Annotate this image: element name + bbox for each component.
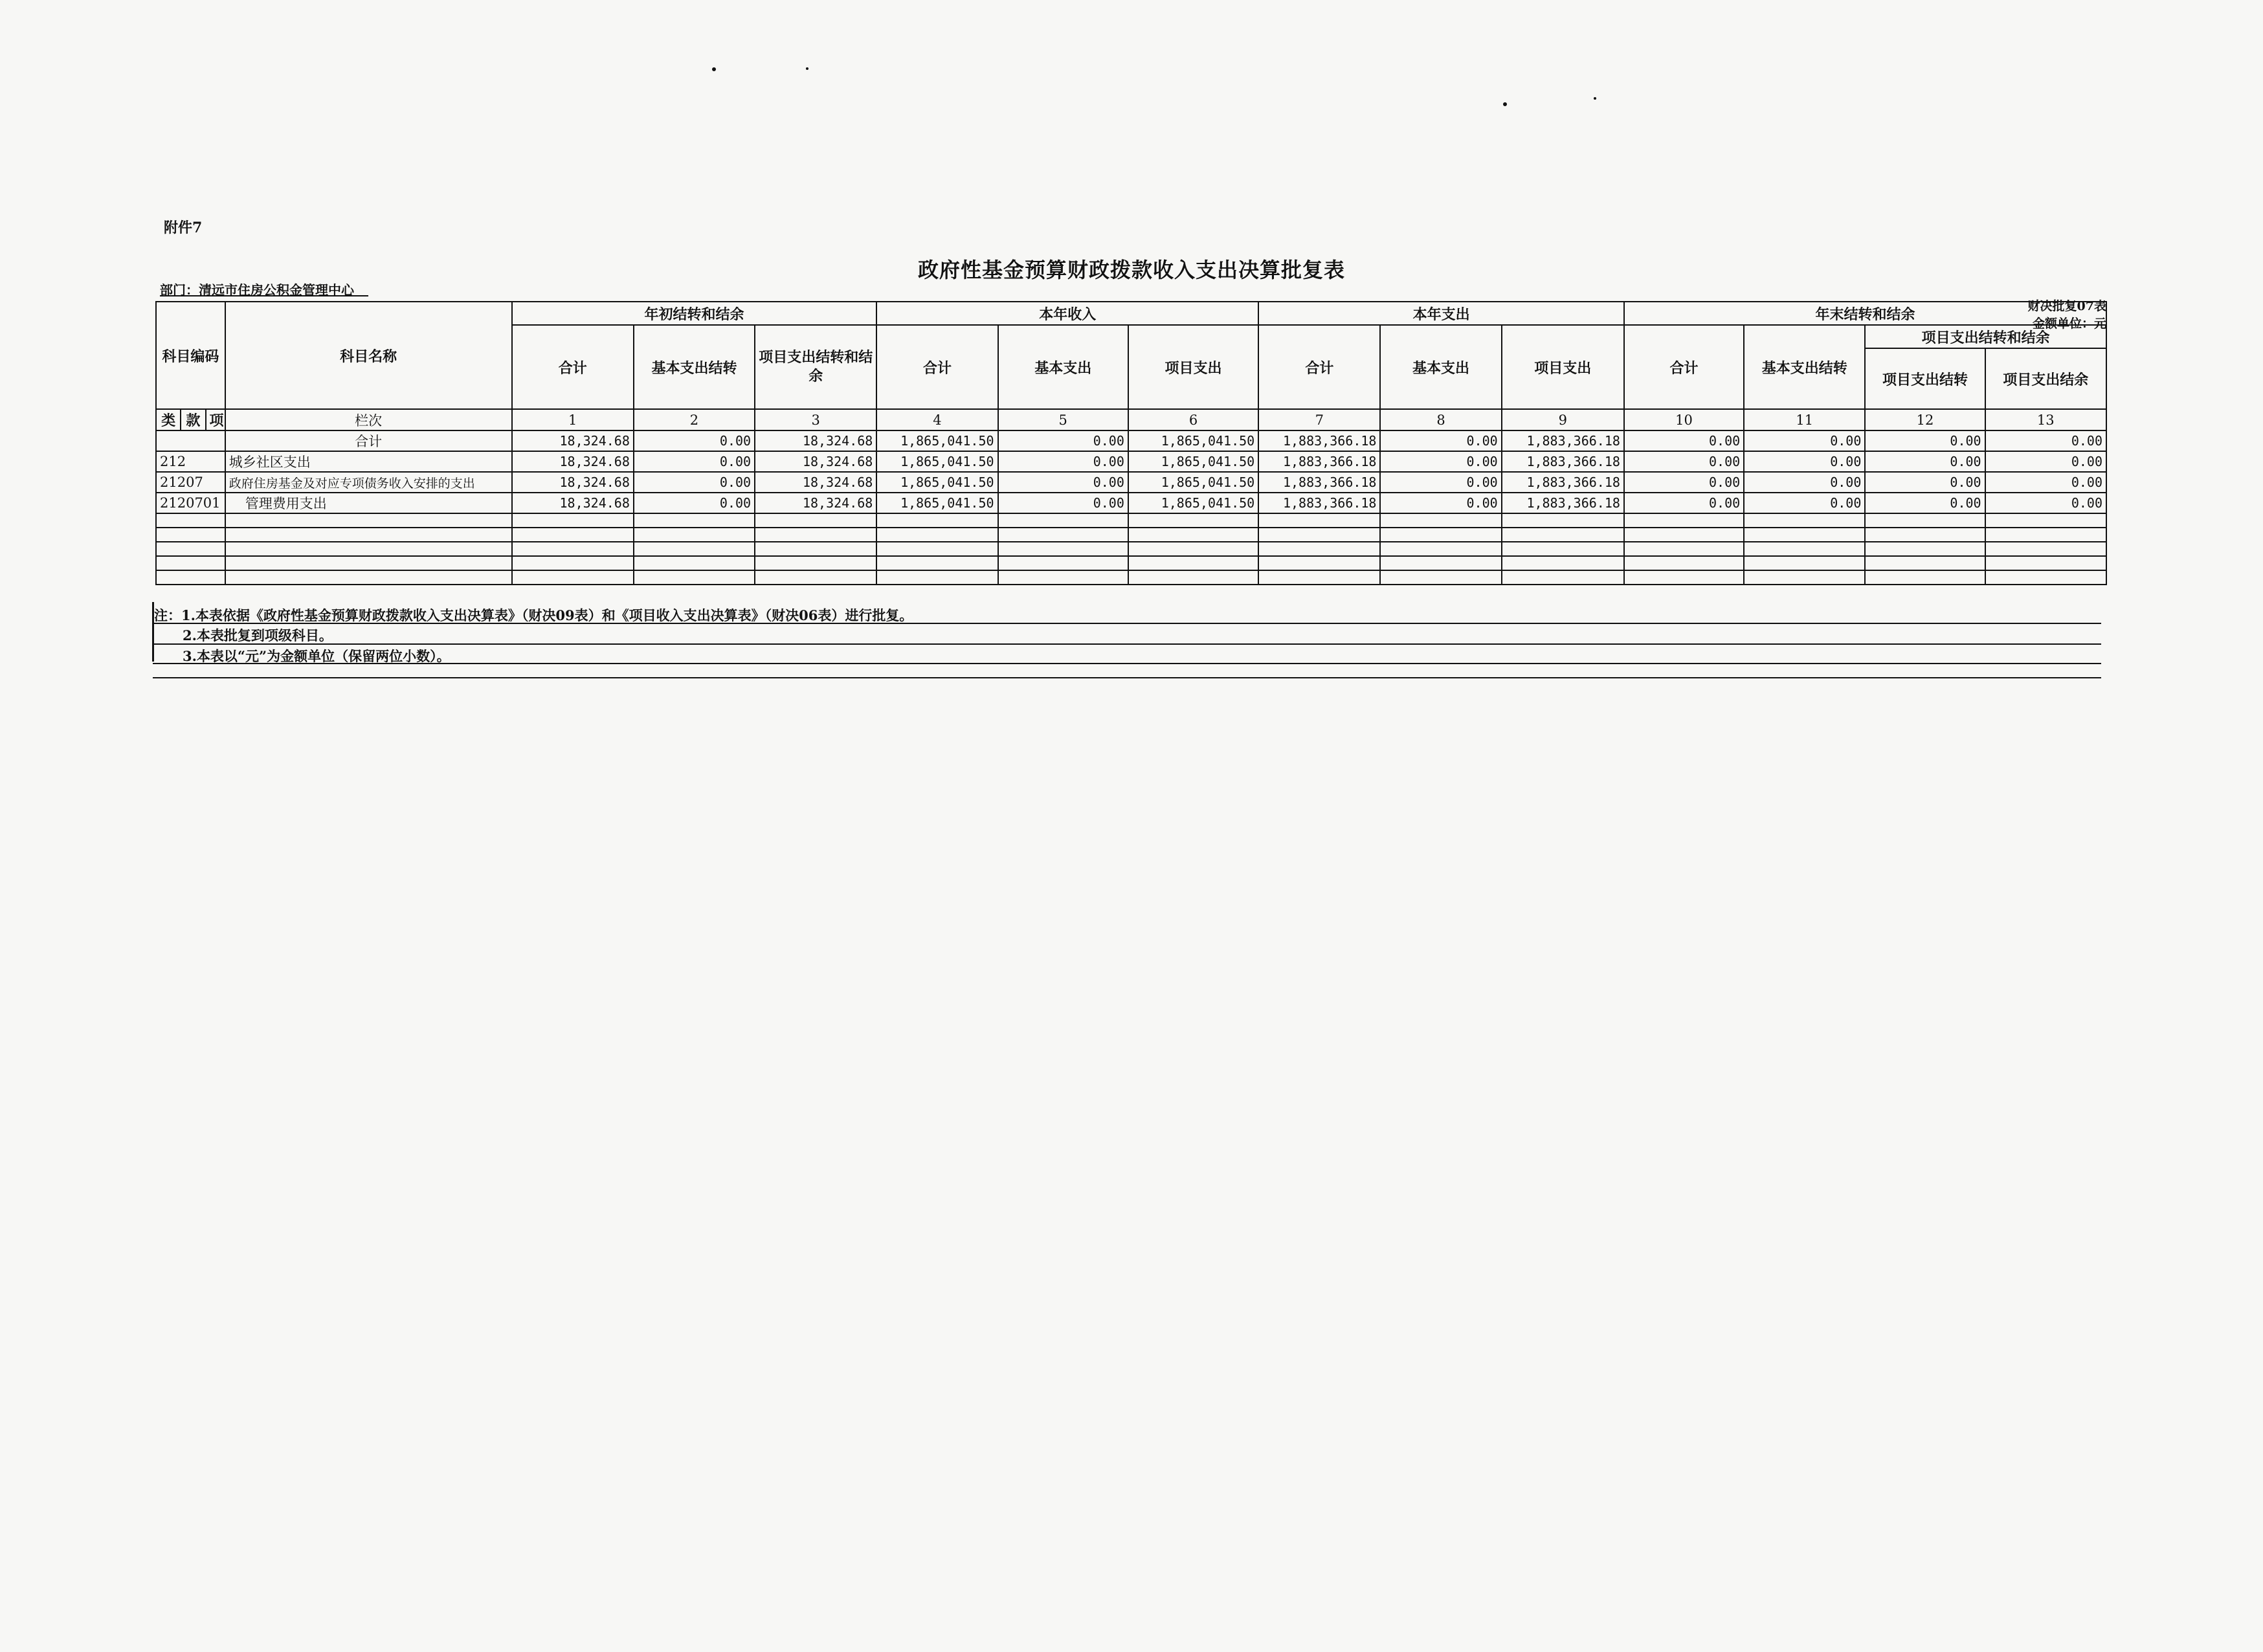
- column-number: 8: [1380, 409, 1501, 430]
- header-name: 科目名称: [225, 302, 512, 409]
- row-value: 0.00: [1865, 430, 1985, 451]
- header-closing-project-group: 项目支出结转和结余: [1865, 325, 2106, 348]
- header-closing-basic: 基本支出结转: [1744, 325, 1865, 409]
- note-rule: [153, 643, 2101, 645]
- column-number: 3: [755, 409, 876, 430]
- table-row: [156, 430, 2106, 451]
- column-number: 1: [512, 409, 634, 430]
- header-closing-project-carryover: 项目支出结转: [1865, 348, 1985, 409]
- row-value: 0.00: [1985, 451, 2106, 472]
- row-value: 18,324.68: [512, 493, 634, 513]
- header-closing-total: 合计: [1624, 325, 1744, 409]
- row-value: 1,865,041.50: [1128, 493, 1258, 513]
- row-value: 0.00: [1380, 472, 1501, 493]
- budget-approval-table: [155, 301, 2107, 585]
- row-value: 1,865,041.50: [876, 451, 998, 472]
- row-value: 0.00: [1985, 493, 2106, 513]
- row-value: 18,324.68: [755, 493, 876, 513]
- header-expense-total: 合计: [1258, 325, 1380, 409]
- header-code-item: 项: [206, 409, 225, 430]
- table-row: [156, 451, 2106, 472]
- note-rule: [153, 677, 2101, 678]
- row-value: 0.00: [1865, 472, 1985, 493]
- header-income-basic: 基本支出: [998, 325, 1128, 409]
- attachment-label: 附件7: [164, 219, 203, 236]
- empty-row: [156, 570, 2106, 585]
- column-number: 13: [1985, 409, 2106, 430]
- row-value: 1,865,041.50: [1128, 430, 1258, 451]
- header-group-expense: 本年支出: [1258, 302, 1624, 325]
- row-code: 212: [156, 451, 225, 472]
- header-group-opening: 年初结转和结余: [512, 302, 877, 325]
- row-value: 18,324.68: [512, 430, 634, 451]
- row-value: 0.00: [1744, 451, 1865, 472]
- row-name: 政府住房基金及对应专项债务收入安排的支出: [225, 472, 512, 493]
- row-name: 城乡社区支出: [225, 451, 512, 472]
- header-income-total: 合计: [876, 325, 998, 409]
- empty-row: [156, 556, 2106, 570]
- row-value: 0.00: [1380, 430, 1501, 451]
- row-code: 2120701: [156, 493, 225, 513]
- row-code: 21207: [156, 472, 225, 493]
- row-value: 1,883,366.18: [1502, 451, 1624, 472]
- row-value: 1,865,041.50: [1128, 472, 1258, 493]
- column-index-label: 栏次: [225, 409, 512, 430]
- row-value: 1,883,366.18: [1502, 472, 1624, 493]
- row-value: 18,324.68: [755, 472, 876, 493]
- amount-unit: 金额单位：元: [2032, 317, 2106, 331]
- header-opening-project: 项目支出结转和结余: [755, 325, 876, 409]
- row-value: 0.00: [1624, 493, 1744, 513]
- row-value: 0.00: [634, 493, 755, 513]
- row-value: 0.00: [1380, 493, 1501, 513]
- header-code-class: 类: [156, 409, 181, 430]
- note-rule: [153, 623, 2101, 624]
- scan-speck: [1594, 97, 1596, 100]
- empty-row: [156, 513, 2106, 528]
- row-value: 0.00: [1744, 430, 1865, 451]
- row-value: 0.00: [634, 451, 755, 472]
- row-value: 1,883,366.18: [1502, 430, 1624, 451]
- empty-row: [156, 542, 2106, 556]
- row-value: 0.00: [1985, 430, 2106, 451]
- row-value: 1,865,041.50: [876, 472, 998, 493]
- header-opening-total: 合计: [512, 325, 634, 409]
- row-value: 0.00: [1624, 472, 1744, 493]
- scan-speck: [806, 67, 808, 70]
- column-number: 2: [634, 409, 755, 430]
- column-number: 9: [1502, 409, 1624, 430]
- row-name: 合计: [225, 430, 512, 451]
- column-number: 12: [1865, 409, 1985, 430]
- header-closing-project-surplus: 项目支出结余: [1985, 348, 2106, 409]
- header-income-project: 项目支出: [1128, 325, 1258, 409]
- note-3: 3.本表以“元”为金额单位（保留两位小数）。: [183, 648, 451, 664]
- row-value: 0.00: [1865, 451, 1985, 472]
- scan-speck: [1503, 102, 1507, 106]
- row-value: 1,865,041.50: [876, 493, 998, 513]
- row-value: 0.00: [1744, 472, 1865, 493]
- row-value: 0.00: [1380, 451, 1501, 472]
- row-value: 0.00: [1744, 493, 1865, 513]
- note-2: 2.本表批复到项级科目。: [183, 627, 333, 643]
- row-value: 18,324.68: [512, 451, 634, 472]
- row-value: 0.00: [998, 472, 1128, 493]
- header-code-section: 款: [181, 409, 205, 430]
- header-group-closing: 年末结转和结余: [1624, 302, 2106, 325]
- department-label: 部门：清远市住房公积金管理中心: [160, 282, 354, 298]
- row-code: [156, 430, 225, 451]
- row-value: 0.00: [1985, 472, 2106, 493]
- column-number: 5: [998, 409, 1128, 430]
- row-value: 1,865,041.50: [876, 430, 998, 451]
- row-value: 1,883,366.18: [1258, 430, 1380, 451]
- row-value: 18,324.68: [755, 451, 876, 472]
- row-value: 0.00: [998, 430, 1128, 451]
- header-group-income: 本年收入: [876, 302, 1258, 325]
- table-row: [156, 472, 2106, 493]
- scan-speck: [712, 67, 716, 71]
- header-expense-project: 项目支出: [1502, 325, 1624, 409]
- row-value: 0.00: [998, 451, 1128, 472]
- column-number: 4: [876, 409, 998, 430]
- form-code: 财决批复07表: [2027, 299, 2106, 313]
- row-name: 管理费用支出: [225, 493, 512, 513]
- column-number: 10: [1624, 409, 1744, 430]
- page-title: 政府性基金预算财政拨款收入支出决算批复表: [917, 258, 1345, 282]
- row-value: 0.00: [998, 493, 1128, 513]
- column-number: 6: [1128, 409, 1258, 430]
- empty-row: [156, 528, 2106, 542]
- row-value: 0.00: [1865, 493, 1985, 513]
- column-number: 7: [1258, 409, 1380, 430]
- header-expense-basic: 基本支出: [1380, 325, 1501, 409]
- row-value: 1,865,041.50: [1128, 451, 1258, 472]
- row-value: 1,883,366.18: [1258, 472, 1380, 493]
- row-value: 0.00: [634, 430, 755, 451]
- table-row: [156, 493, 2106, 513]
- department-underline: [160, 295, 368, 296]
- note-rule: [153, 663, 2101, 664]
- row-value: 0.00: [1624, 451, 1744, 472]
- row-value: 1,883,366.18: [1258, 451, 1380, 472]
- note-1: 注：1.本表依据《政府性基金预算财政拨款收入支出决算表》（财决09表）和《项目收入支出决算表》（财决06表）进行批复。: [154, 607, 913, 623]
- column-number: 11: [1744, 409, 1865, 430]
- header-opening-basic: 基本支出结转: [634, 325, 755, 409]
- row-value: 1,883,366.18: [1502, 493, 1624, 513]
- row-value: 1,883,366.18: [1258, 493, 1380, 513]
- row-value: 18,324.68: [512, 472, 634, 493]
- header-code: 科目编码: [156, 302, 225, 409]
- row-value: 18,324.68: [755, 430, 876, 451]
- row-value: 0.00: [1624, 430, 1744, 451]
- row-value: 0.00: [634, 472, 755, 493]
